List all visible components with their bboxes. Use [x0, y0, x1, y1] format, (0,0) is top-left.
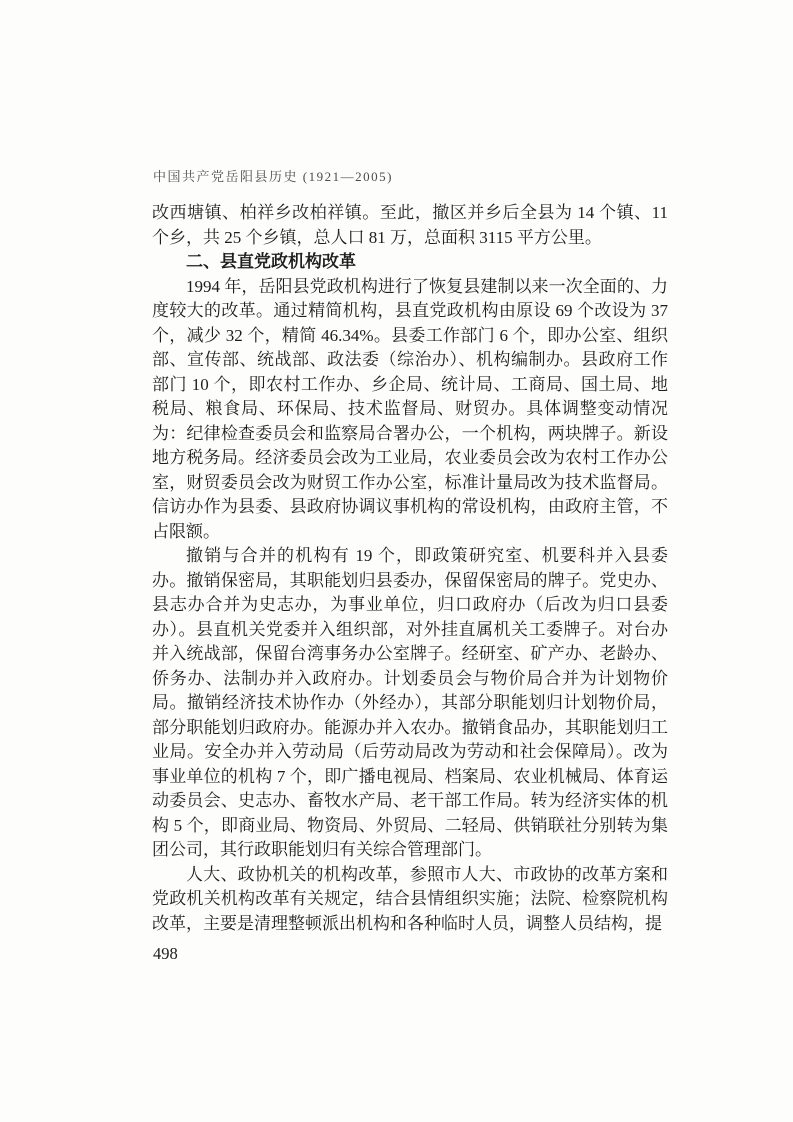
section-heading: 二、县直党政机构改革 — [186, 252, 356, 271]
paragraph-merged-organs: 撤销与合并的机构有 19 个，即政策研究室、机要科并入县委办。撤销保密局，其职能划归县委办，保留保密局的牌子。党史办、县志办合并为史志办，为事业单位，归口政府办（后改为归口县委办）。县直机关党委并入组织部，对外挂直属机关工委牌子。对台办并入统战部，保留台湾事务办公室牌子。经研室、矿产办、老龄办、侨务办、法制办并入政府办。计划委员会与物价局合并为计划物价局。撤销经济技术协作办（外经办），其部分职能划归计划物价局，部分职能划归政府办。能源办并入农办。撤销食品办，其职能划归工业局。安全办并入劳动局（后劳动局改为劳动和社会保障局）。改为事业单位的机构 7 个，即广播电视局、档案局、农业机械局、体育运动委员会、史志办、畜牧水产局、老干部工作局。转为经济实体的机构 5 个，即商业局、物资局、外贸局、二轻局、供销联社分别转为集团公司，其行政职能划归有关综合管理部门。 — [152, 546, 668, 859]
running-header: 中国共产党岳阳县历史 (1921—2005) — [153, 169, 393, 184]
page-body — [152, 201, 668, 936]
paragraph-continuation: 改西塘镇、柏祥乡改柏祥镇。至此，撤区并乡后全县为 14 个镇、11 个乡，共 25 个乡镇，总人口 81 万，总面积 3115 平方公里。 — [152, 203, 668, 247]
paragraph-reform-overview: 1994 年，岳阳县党政机构进行了恢复县建制以来一次全面的、力度较大的改革。通过精简机构，县直党政机构由原设 69 个改设为 37 个，减少 32 个，精简 46.34%。县委工作部门 6 个，即办公室、组织部、宣传部、统战部、政法委（综治办）、机构编制办。县政府工作部门 10 个，即农村工作办、乡企局、统计局、工商局、国土局、地税局、粮食局、环保局、技术监督局、财贸办。具体调整变动情况为：纪律检查委员会和监察局合署办公，一个机构，两块牌子。新设地方税务局。经济委员会改为工业局，农业委员会改为农村工作办公室，财贸委员会改为财贸工作办公室，标准计量局改为技术监督局。信访办作为县委、县政府协调议事机构的常设机构，由政府主管，不占限额。 — [152, 276, 668, 541]
page-number: 498 — [153, 944, 178, 963]
paragraph-npc-cppcc-reform: 人大、政协机关的机构改革，参照市人大、市政协的改革方案和党政机关机构改革有关规定，结合县情组织实施；法院、检察院机构改革，主要是清理整顿派出机构和各种临时人员，调整人员结构，提 — [152, 864, 668, 933]
